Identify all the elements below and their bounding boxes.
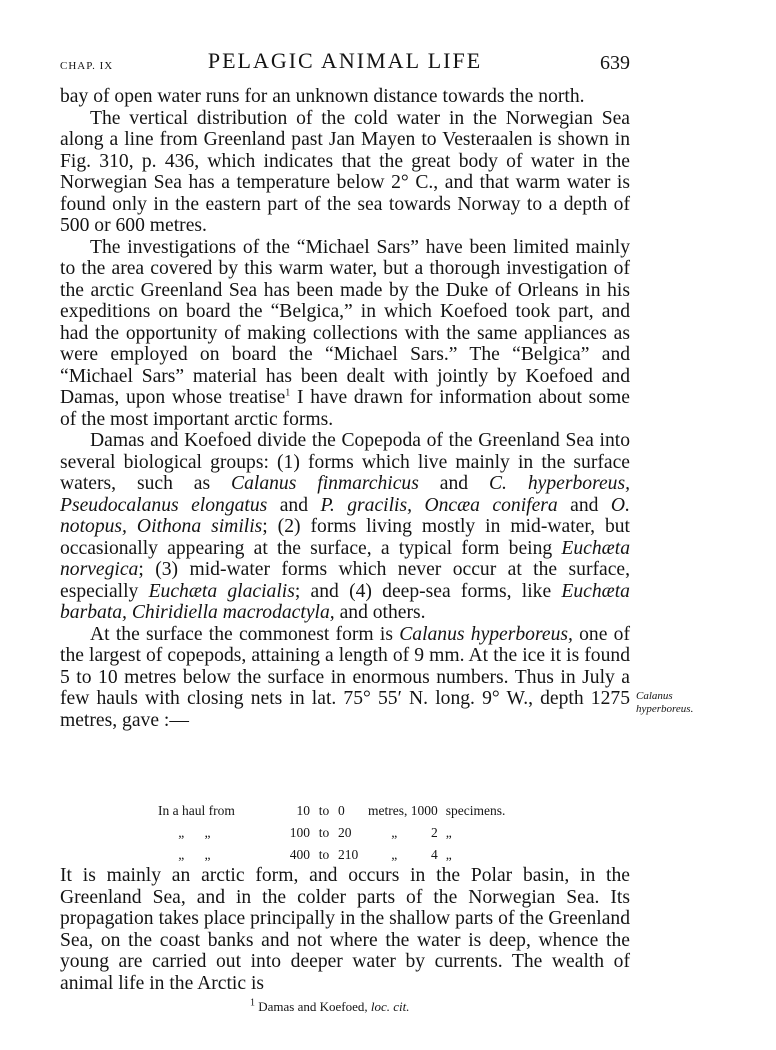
text-run: The vertical distribution of the cold water in the Norwegian Sea along a line from Greenland past Jan Mayen to Vesteraalen is shown in Fig. 310, p. 436, which indicates that the great body of water in the Norwegian Sea has a temperature below 2° C., and that warm water is found only in the eastern part of the sea towards Norway to a depth of 500 or 600 metres. (60, 107, 630, 236)
italic-term: C. hyperboreus, Pseudocalanus elongatus (60, 473, 630, 516)
footnote-italic: loc. cit. (370, 999, 410, 1014)
table-cell-count: „ 2 (391, 825, 438, 840)
table-row (158, 822, 558, 844)
text-run: and (557, 494, 611, 516)
table-cell-to: 0 (338, 803, 345, 818)
table-cell-unit: specimens. (445, 803, 506, 818)
table-cell-to-word: to (318, 803, 330, 818)
haul-table (158, 800, 558, 866)
text-run: ; (3) mid-water forms which never occur at the surface, especially (60, 559, 630, 602)
paragraph (60, 86, 630, 108)
margin-note: Calanus hyperboreus. (636, 690, 694, 715)
running-head (60, 48, 630, 78)
table-cell-lead: „ „ (158, 825, 211, 840)
table-cell-to: 20 (338, 825, 352, 840)
table-cell-to-word: to (318, 847, 330, 862)
table-cell-from: 400 (289, 847, 310, 862)
italic-term: Euchæta norvegica (60, 537, 630, 580)
italic-term: Euchæta glacialis (148, 580, 295, 602)
text-run: The investigations of the “Michael Sars” have been limited mainly to the area covered by this warm water, but a thorough investigation of the arctic Greenland Sea has been made by the Duke of Orleans in his expeditions on board the “Belgica,” in which Koefoed took part, and had the opportunity of making collections with the same appliances as were employed on board the “Michael Sars.” The “Belgica” and “Michael Sars” material has been dealt with jointly by Koefoed and Damas, upon whose treatise (60, 236, 630, 408)
chapter-label: CHAP. IX (60, 60, 114, 72)
italic-term: P. gracilis, Oncæa conifera (320, 494, 558, 516)
footnote-ref: 1 (285, 387, 291, 399)
text-run: and others. (334, 602, 426, 623)
closing-paragraph (60, 865, 630, 994)
text-run: bay of open water runs for an unknown distance towards the north. (60, 86, 585, 107)
footnote-marker: 1 (250, 997, 255, 1009)
table-cell-to: 210 (338, 847, 359, 862)
page-number: 639 (600, 52, 630, 74)
text-run: I have drawn for information about some of the most important arctic forms. (60, 387, 630, 430)
running-title: PELAGIC ANIMAL LIFE (207, 48, 483, 73)
paragraph (60, 624, 630, 732)
italic-term: O. notopus, Oithona similis (60, 494, 630, 537)
table-cell-count: metres, 1000 (368, 803, 438, 818)
footnote (250, 999, 410, 1015)
paragraph (60, 108, 630, 237)
italic-term: Calanus finmarchicus (231, 473, 419, 494)
table-cell-lead: „ „ (158, 847, 211, 862)
italic-term: Euchæta barbata, Chiridiella macrodactyla, (60, 580, 630, 623)
table-cell-to-word: to (318, 825, 330, 840)
table-cell-lead: In a haul from (158, 803, 235, 818)
table-cell-count: „ 4 (391, 847, 438, 862)
text-run: ; (2) forms living mostly in mid-water, but occasionally appearing at the surface, a typical form being (60, 516, 630, 559)
text-run: and (418, 473, 489, 494)
body-text (60, 86, 630, 731)
table-cell-unit: „ (445, 847, 452, 862)
text-run: ; and (4) deep-sea forms, like (294, 580, 562, 602)
paragraph (60, 237, 630, 431)
footnote-text: Damas and Koefoed, (258, 999, 368, 1014)
table-cell-from: 10 (296, 803, 310, 818)
text-run: and (267, 494, 321, 516)
paragraph (60, 430, 630, 624)
text-run: At the surface the commonest form is (90, 623, 400, 645)
text-run: Damas and Koefoed divide the Copepoda of the Greenland Sea into several biological groups: (1) forms which live mainly in the surface waters, such as (60, 430, 630, 494)
italic-term: Calanus hyperboreus, (399, 623, 573, 645)
text-run: one of the largest of copepods, attaining a length of 9 mm. At the ice it is found 5 to 10 metres below the surface in enormous numbers. Thus in July a few hauls with closing nets in lat. 75° 55′ N. long. 9° W., depth 1275 metres, gave :— (60, 623, 630, 731)
table-row (158, 844, 558, 866)
paragraph: It is mainly an arctic form, and occurs in the Polar basin, in the Greenland Sea, and in the colder parts of the Norwegian Sea. Its propagation takes place principally in the shallow parts of the Greenland Sea, on the coast banks and not where the water is deep, whence the young are carried out into deeper water by currents. The wealth of animal life in the Arctic is (60, 865, 630, 994)
table-cell-from: 100 (289, 825, 310, 840)
table-cell-unit: „ (445, 825, 452, 840)
table-row (158, 800, 558, 822)
